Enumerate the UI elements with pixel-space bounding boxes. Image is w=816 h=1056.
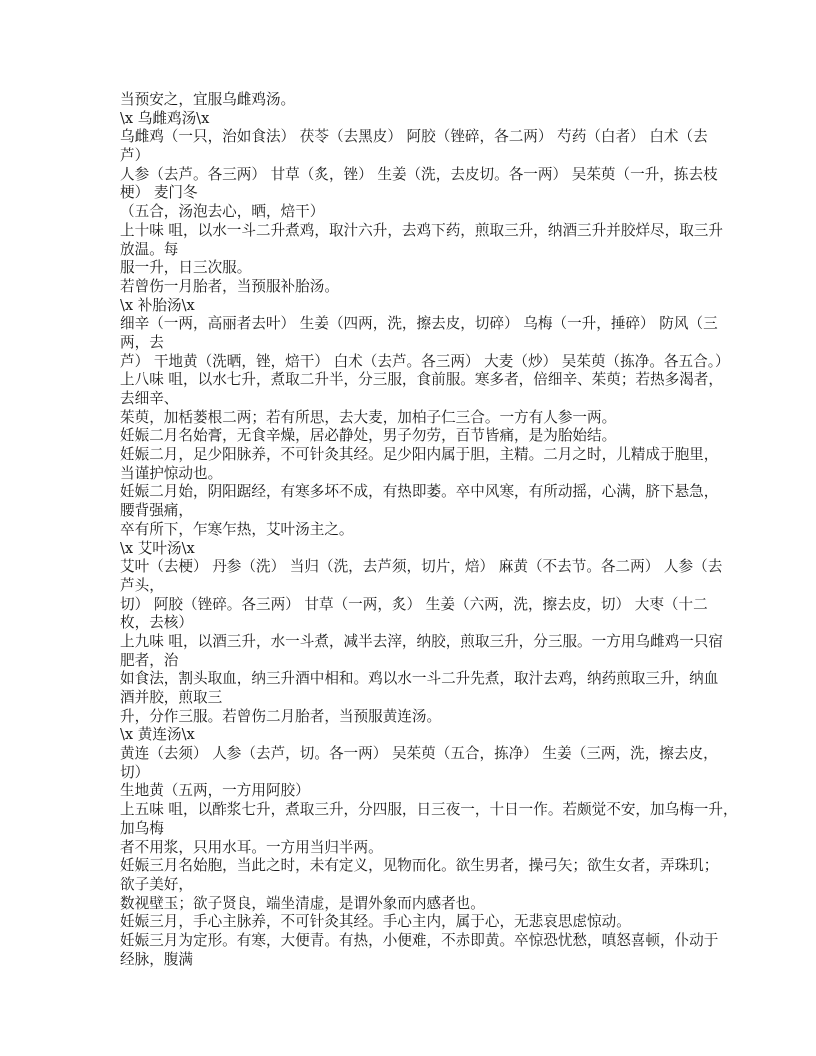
text-line: 芦） xyxy=(120,147,150,165)
text-line: 生地黄（五两，一方用阿胶） xyxy=(120,782,310,800)
text-line: 肥者，治 xyxy=(120,651,179,669)
text-line: 服一升，日三次服。 xyxy=(120,259,252,277)
text-line: 升，分作三服。若曾伤二月胎者，当预服黄连汤。 xyxy=(120,707,442,725)
text-line: 妊娠二月名始膏，无食辛燥，居必静处，男子勿劳，百节皆痛，是为胎始结。 xyxy=(120,427,617,445)
text-line: 数视壁玉；欲子贤良，端坐清虚，是谓外象而内感者也。 xyxy=(120,894,485,912)
text-line: 欲子美好， xyxy=(120,875,193,893)
text-line: 艾叶（去梗） 丹参（洗） 当归（洗，去芦须，切片，焙） 麻黄（不去节。各二两） 人参（去 xyxy=(120,558,723,576)
text-line: 芦） 干地黄（洗晒，锉，焙干） 白术（去芦。各三两） 大麦（炒） 吴茱萸（拣净。各五合。） xyxy=(120,352,730,370)
text-line: 枚，去核） xyxy=(120,614,193,632)
recipe-heading: \x 补胎汤\x xyxy=(120,296,195,314)
text-line: 梗） 麦门冬 xyxy=(120,184,198,202)
text-line: 上八味 咀，以水七升，煮取二升半，分三服，食前服。寒多者，倍细辛、茱萸；若热多渴者， xyxy=(120,371,723,389)
text-line: 细辛（一两，高丽者去叶） 生姜（四两，洗，擦去皮，切碎） 乌梅（一升，捶碎） 防风（三 xyxy=(120,315,718,333)
text-line: 加乌梅 xyxy=(120,819,164,837)
text-line: 经脉，腹满 xyxy=(120,950,193,968)
text-line: 茱萸，加栝蒌根二两；若有所思，去大麦，加柏子仁三合。一方有人参一两。 xyxy=(120,408,617,426)
text-line: 放温。每 xyxy=(120,240,179,258)
text-line: 两，去 xyxy=(120,333,164,351)
text-line: 上五味 咀，以酢浆七升，煮取三升，分四服，日三夜一，十日一作。若颇觉不安，加乌梅一升， xyxy=(120,801,738,819)
text-line: 妊娠三月为定形。有寒，大便青。有热，小便难，不赤即黄。卒惊恐忧愁，嗔怒喜顿，仆动于 xyxy=(120,931,719,949)
text-line: 如食法，割头取血，纳三升酒中相和。鸡以水一斗二升先煮，取汁去鸡，纳药煎取三升，纳血 xyxy=(120,670,719,688)
text-line: （五合，汤泡去心，晒，焙干） xyxy=(120,203,325,221)
text-line: 酒并胶，煎取三 xyxy=(120,689,223,706)
text-line: 妊娠三月，手心主脉养，不可针灸其经。手心主内，属于心，无悲哀思虑惊动。 xyxy=(120,913,631,931)
text-line: 若曾伤一月胎者，当预服补胎汤。 xyxy=(120,277,339,295)
text-line: 当谨护惊动也。 xyxy=(120,464,223,482)
document-page xyxy=(120,91,738,969)
text-line: 者不用浆，只用水耳。一方用当归半两。 xyxy=(120,838,383,856)
text-line: 芦头， xyxy=(120,576,164,594)
text-line: 人参（去芦。各三两） 甘草（炙，锉） 生姜（洗，去皮切。各一两） 吴茱萸（一升，拣去枝 xyxy=(120,165,718,183)
text-line: 上十味 咀，以水一斗二升煮鸡，取汁六升，去鸡下药，煎取三升，纳酒三升并胶烊尽，取三升 xyxy=(120,221,723,239)
text-line: 切） xyxy=(120,763,150,781)
text-line: 卒有所下，乍寒乍热，艾叶汤主之。 xyxy=(120,520,354,538)
text-line: 上九味 咀，以酒三升，水一斗煮，减半去滓，纳胶，煎取三升，分三服。一方用乌雌鸡一只宿 xyxy=(120,632,723,650)
text-line: 去细辛、 xyxy=(120,390,179,407)
recipe-heading: \x 乌雌鸡汤\x xyxy=(120,109,210,127)
text-line: 当预安之，宜服乌雌鸡汤。 xyxy=(120,91,296,108)
text-line: 妊娠二月，足少阳脉养，不可针灸其经。足少阳内属于胆，主精。二月之时，儿精成于胞里， xyxy=(120,446,719,464)
text-line: 妊娠三月名始胞，当此之时，未有定义，见物而化。欲生男者，操弓矢；欲生女者，弄珠玑； xyxy=(120,857,719,875)
text-line: 切） 阿胶（锉碎。各三两） 甘草（一两，炙） 生姜（六两，洗，擦去皮，切） 大枣（十二 xyxy=(120,595,708,613)
recipe-heading: \x 黄连汤\x xyxy=(120,726,195,744)
recipe-heading: \x 艾叶汤\x xyxy=(120,539,195,557)
text-line: 妊娠二月始，阴阳踞经，有寒多坏不成，有热即萎。卒中风寒，有所动摇，心满，脐下悬急， xyxy=(120,483,719,501)
text-line: 乌雌鸡（一只，治如食法） 茯苓（去黑皮） 阿胶（锉碎，各二两） 芍药（白者） 白术（去 xyxy=(120,128,708,146)
text-line: 腰背强痛， xyxy=(120,502,193,520)
text-line: 黄连（去须） 人参（去芦，切。各一两） 吴茱萸（五合，拣净） 生姜（三两，洗，擦去皮， xyxy=(120,745,718,763)
